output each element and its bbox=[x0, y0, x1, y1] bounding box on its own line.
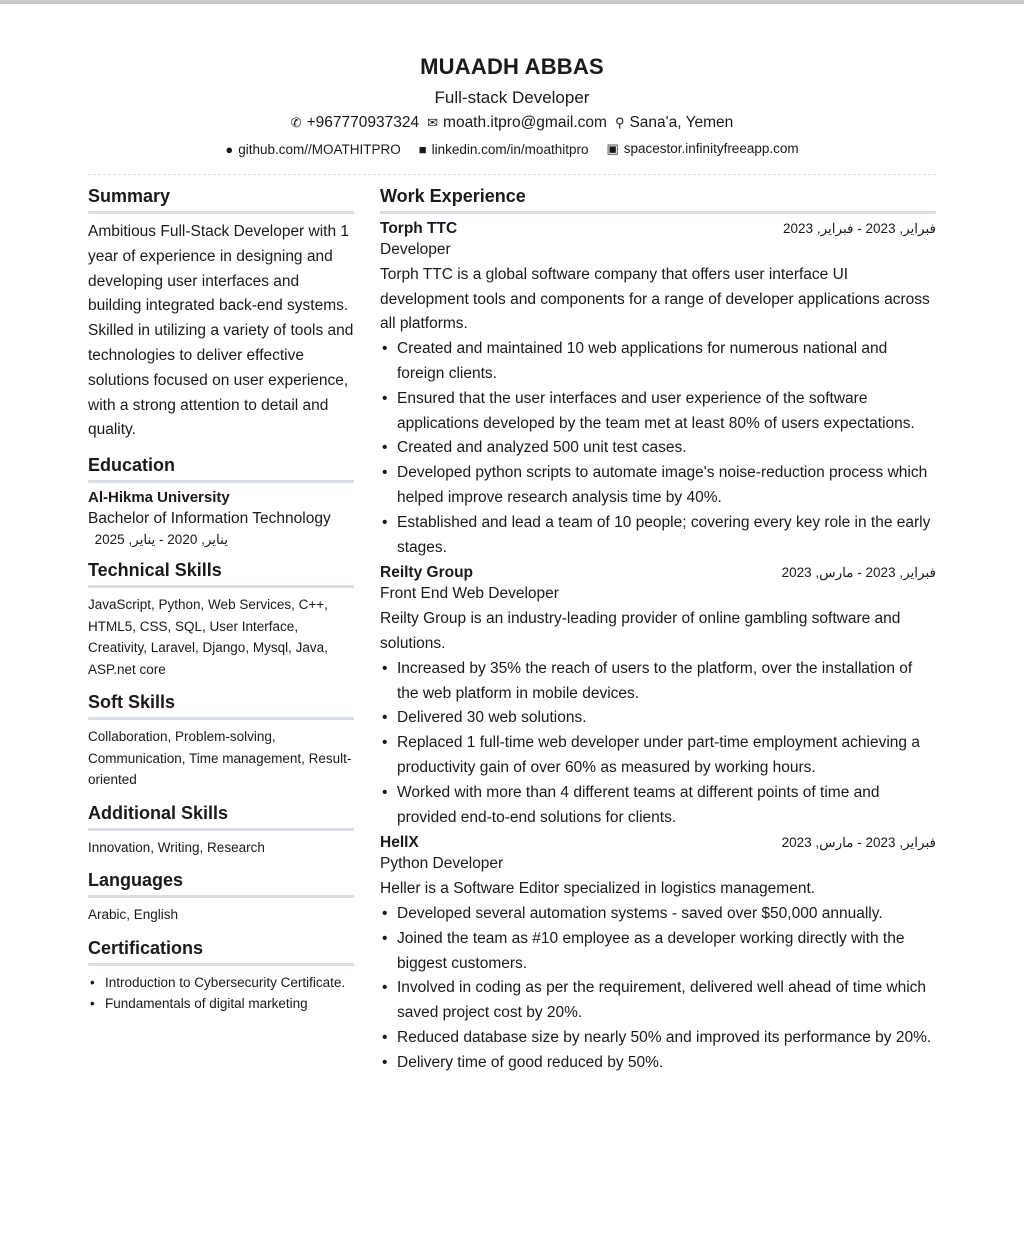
job-dates: فبراير, 2023 - فبراير, 2023 bbox=[783, 221, 936, 236]
additional-skills-section bbox=[88, 803, 354, 859]
languages: Arabic, English bbox=[88, 907, 179, 923]
certification-item: • Fundamentals of digital marketing bbox=[88, 993, 354, 1015]
job-description: Reilty Group is an industry-leading provider of online gambling software and solutions. bbox=[380, 610, 901, 652]
location-icon: ⚲ bbox=[614, 115, 625, 130]
company-name: HellX bbox=[380, 834, 419, 852]
job-description: Torph TTC is a global software company that offers user interface UI development tools and components for a range of developer applications across all platforms. bbox=[380, 265, 930, 333]
right-column bbox=[380, 186, 936, 1080]
job-role: Developer bbox=[380, 241, 451, 258]
certifications-section bbox=[88, 938, 354, 1015]
github-link[interactable]: github.com//MOATHITPRO bbox=[238, 141, 401, 157]
languages-section bbox=[88, 870, 354, 926]
job-bullet: • Created and analyzed 500 unit test cases. bbox=[380, 436, 936, 461]
section-heading: Education bbox=[88, 455, 354, 483]
job-bullet: • Worked with more than 4 different teams at different points of time and provided end-to-end solutions for clients. bbox=[380, 781, 936, 831]
summary-text: Ambitious Full-Stack Developer with 1 year of experience in designing and developing user interfaces and building integrated back-end systems. Skilled in utilizing a variety of tools and technologies to deliver effective solutions focused on user experience, with a strong attention to detail and quality. bbox=[88, 223, 354, 439]
job-dates: فبراير, 2023 - مارس, 2023 bbox=[781, 835, 936, 851]
job-bullet: • Increased by 35% the reach of users to the platform, over the installation of the web platform in mobile devices. bbox=[380, 657, 936, 707]
left-column bbox=[88, 186, 354, 1027]
job-entry bbox=[380, 564, 936, 830]
phone-icon: ✆ bbox=[290, 115, 302, 130]
job-role: Front End Web Developer bbox=[380, 585, 559, 603]
section-heading: Technical Skills bbox=[88, 560, 354, 588]
summary-section bbox=[88, 186, 354, 443]
job-bullet: • Established and lead a team of 10 people; covering every key role in the early stages. bbox=[380, 511, 936, 561]
resume-header bbox=[0, 54, 1024, 157]
education-dates: يناير, 2020 - يناير, 2025 bbox=[94, 532, 228, 548]
section-heading: Soft Skills bbox=[88, 692, 354, 720]
job-bullet: • Ensured that the user interfaces and user experience of the software applications developed by the team met at least 80% of users expectations. bbox=[380, 387, 936, 437]
candidate-title: Full-stack Developer bbox=[434, 88, 590, 107]
job-bullet: • Developed several automation systems - saved over $50,000 annually. bbox=[380, 902, 936, 927]
soft-skills: Collaboration, Problem-solving, Communication, Time management, Result-oriented bbox=[88, 729, 352, 788]
technical-skills-section bbox=[88, 560, 354, 680]
location: Sana'a, Yemen bbox=[629, 114, 734, 131]
job-bullet: • Replaced 1 full-time web developer under part-time employment achieving a productivity gain of over 60% as measured by working hours. bbox=[380, 731, 936, 781]
job-role: Python Developer bbox=[380, 855, 504, 873]
job-header bbox=[380, 564, 936, 582]
website-link[interactable]: spacestor.infinityfreeapp.com bbox=[623, 141, 799, 156]
education-section bbox=[88, 455, 354, 548]
contact-line bbox=[0, 114, 1024, 132]
job-bullet: • Developed python scripts to automate image's noise-reduction process which helped improve research analysis time by 40%. bbox=[380, 461, 936, 511]
divider bbox=[88, 174, 936, 175]
linkedin-link[interactable]: linkedin.com/in/moathitpro bbox=[431, 141, 589, 157]
section-heading: Work Experience bbox=[380, 186, 936, 214]
job-header bbox=[380, 220, 936, 238]
soft-skills-section bbox=[88, 692, 354, 791]
website-icon: ▣ bbox=[606, 141, 619, 156]
section-heading: Certifications bbox=[88, 938, 354, 966]
company-name: Torph TTC bbox=[380, 220, 458, 237]
section-heading: Additional Skills bbox=[88, 803, 354, 831]
additional-skills: Innovation, Writing, Research bbox=[88, 839, 265, 855]
job-bullet: • Delivered 30 web solutions. bbox=[380, 706, 936, 731]
job-entry bbox=[380, 834, 936, 1075]
company-name: Reilty Group bbox=[380, 564, 474, 582]
email[interactable]: moath.itpro@gmail.com bbox=[443, 114, 607, 131]
job-header bbox=[380, 834, 936, 852]
candidate-name: MUAADH ABBAS bbox=[420, 54, 604, 79]
links-line bbox=[0, 141, 1024, 157]
job-description: Heller is a Software Editor specialized in logistics management. bbox=[380, 880, 816, 898]
linkedin-icon: ■ bbox=[418, 141, 427, 157]
section-heading: Languages bbox=[88, 870, 354, 898]
job-bullet: • Delivery time of good reduced by 50%. bbox=[380, 1051, 936, 1076]
technical-skills: JavaScript, Python, Web Services, C++, HTML5, CSS, SQL, User Interface, Creativity, Laravel, Django, Mysql, Java, ASP.net core bbox=[88, 597, 328, 677]
phone[interactable]: +967770937324 bbox=[306, 114, 420, 131]
institution: Al-Hikma University bbox=[88, 489, 230, 507]
job-bullet: • Reduced database size by nearly 50% and improved its performance by 20%. bbox=[380, 1026, 936, 1051]
job-bullet: • Joined the team as #10 employee as a developer working directly with the biggest customers. bbox=[380, 927, 936, 977]
email-icon: ✉ bbox=[427, 115, 439, 130]
top-bar bbox=[0, 0, 1024, 4]
degree: Bachelor of Information Technology bbox=[88, 510, 331, 528]
job-entry bbox=[380, 220, 936, 560]
job-bullet: • Created and maintained 10 web applications for numerous national and foreign clients. bbox=[380, 337, 936, 387]
section-heading: Summary bbox=[88, 186, 354, 214]
certification-item: • Introduction to Cybersecurity Certificate. bbox=[88, 972, 354, 994]
job-dates: فبراير, 2023 - مارس, 2023 bbox=[781, 565, 936, 581]
github-icon: ● bbox=[225, 141, 234, 157]
job-bullet: • Involved in coding as per the requirement, delivered well ahead of time which saved project cost by 20%. bbox=[380, 976, 936, 1026]
